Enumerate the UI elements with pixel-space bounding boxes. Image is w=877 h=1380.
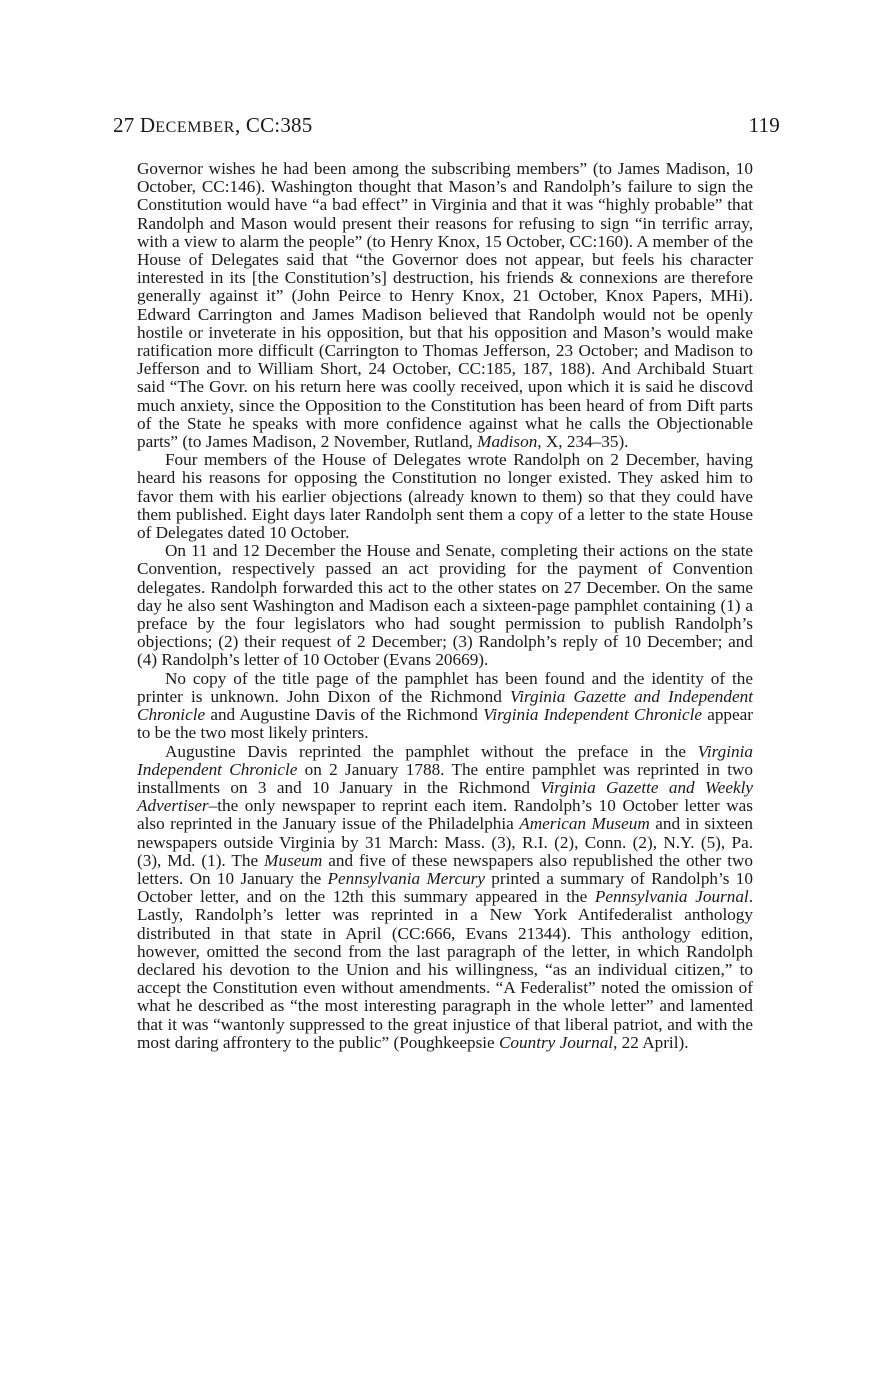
text-run: and in sixteen newspapers outside Virginia by 31 March: Mass. (3), R.I. (2), Conn. (2), N.Y. (5), Pa. (3), Md. (1). The <box>137 814 753 870</box>
text-run: Governor wishes he had been among the subscribing members” (to James Madison, 10 October, CC:146). Washington thought that Mason’s and Randolph’s failure to sign the Constitution would have “a bad effect” in Virginia and that it was “highly probable” that Randolph and Mason would present their reasons for refusing to sign “in terrific array, with a view to alarm the people” (to Henry Knox, 15 October, CC:160). A member of the House of Delegates said that “the Governor does not appear, but feels his character interested in its [the Constitution’s] destruction, his friends & connexions are therefore generally against it” (John Peirce to Henry Knox, 21 October, Knox Papers, MHi). Edward Carrington and James Madison believed that Randolph would not be openly hostile or inveterate in his opposition, but that his opposition and Mason’s would make ratification more difficult (Carrington to Thomas Jefferson, 23 October; and Madison to Jefferson and to William Short, 24 October, CC:185, 187, 188). And Archibald Stuart said “The Govr. on his return here was coolly received, upon which it is said he discovd much anxiety, since the Opposition to the Constitution has been heard of from Dift parts of the State he speaks with more confidence against what he calls the Objectionable parts” (to James Madison, 2 November, Rutland, <box>137 159 753 452</box>
running-head-title: 27 DECEMBER, CC:385 <box>113 113 313 137</box>
text-run: appear to be the two most likely printers. <box>137 705 753 743</box>
text-run: and five of these newspapers also republished the other two letters. On 10 January the <box>137 850 753 888</box>
page-number: 119 <box>748 113 780 137</box>
paragraph <box>137 670 753 743</box>
italic-title: American Museum <box>519 814 650 834</box>
text-run: . Lastly, Randolph’s letter was reprinted in a New York Antifederalist anthology distributed in that state in April (CC:666, Evans 21344). This anthology edition, however, omitted the second from the last paragraph of the letter, in which Randolph declared his devotion to the Union and his willingness, “as an individual citizen,” to accept the Constitution even without amendments. “A Federalist” noted the omission of what he described as “the most interesting paragraph in the whole letter” and lamented that it was “wantonly suppressed to the great injustice of that liberal patriot, and with the most daring affrontery to the public” (Poughkeepsie <box>137 887 753 1052</box>
running-header <box>113 113 780 138</box>
italic-title: Virginia Gazette and Weekly Advertiser <box>137 777 753 816</box>
italic-title: Pennsylvania Mercury <box>327 868 485 888</box>
italic-title: Museum <box>264 850 323 870</box>
italic-title: Madison <box>477 432 538 452</box>
text-run: , 22 April). <box>613 1032 689 1052</box>
italic-title: Virginia Independent Chronicle <box>137 741 753 779</box>
paragraph <box>137 542 753 669</box>
text-run: on 2 January 1788. The entire pamphlet was reprinted in two installments on 3 and 10 January in the Richmond <box>137 759 753 797</box>
text-run: –the only newspaper to reprint each item. Randolph’s 10 October letter was also reprinted in the January issue of the Philadelphia <box>137 796 753 834</box>
text-run: and Augustine Davis of the Richmond <box>205 705 484 725</box>
text-run: Augustine Davis reprinted the pamphlet without the preface in the <box>165 741 698 761</box>
italic-title: Pennsylvania Journal <box>594 887 749 907</box>
paragraph <box>137 743 753 1052</box>
text-run: On 11 and 12 December the House and Senate, completing their actions on the state Convention, respectively passed an act providing for the payment of Convention delegates. Randolph forwarded this act to the other states on 27 December. On the same day he also sent Washington and Madison each a sixteen-page pamphlet containing (1) a preface by the four legislators who had sought permission to publish Randolph’s objections; (2) their request of 2 December; (3) Randolph’s reply of 10 December; and (4) Randolph’s letter of 10 October (Evans 20669). <box>137 541 753 670</box>
text-run: Four members of the House of Delegates wrote Randolph on 2 December, having heard his reasons for opposing the Constitution no longer existed. They asked him to favor them with his earlier objections (already known to them) so that they could have them published. Eight days later Randolph sent them a copy of a letter to the state House of Delegates dated 10 October. <box>137 450 753 543</box>
text-run: No copy of the title page of the pamphlet has been found and the identity of the printer is unknown. John Dixon of the Richmond <box>137 668 753 706</box>
italic-title: Virginia Independent Chronicle <box>483 705 702 725</box>
paragraph <box>137 160 753 451</box>
paragraph <box>137 451 753 542</box>
body-text <box>137 160 753 1052</box>
text-run: , X, 234–35). <box>537 432 629 452</box>
italic-title: Country Journal <box>498 1032 614 1052</box>
text-run: printed a summary of Randolph’s 10 October letter, and on the 12th this summary appeared in the <box>137 868 753 907</box>
italic-title: Virginia Gazette and Independent Chronicle <box>137 686 753 725</box>
